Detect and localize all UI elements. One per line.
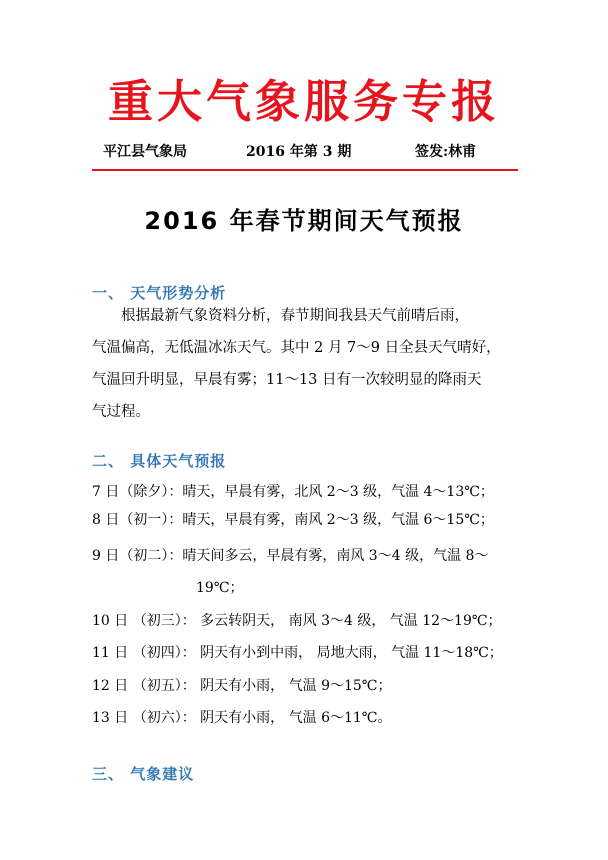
analysis-line: 根据最新气象资料分析，春节期间我县天气前晴后雨，: [121, 308, 469, 324]
forecast-line-10: 10 日 （初三）： 多云转阴天， 南风 3～4 级， 气温 12～19℃；: [92, 613, 502, 629]
forecast-line-11: 11 日 （初四）： 阴天有小到中雨， 局地大雨， 气温 11～18℃；: [92, 645, 503, 661]
section-heading-advice: 三、 气象建议: [92, 765, 195, 783]
forecast-line-7: 7 日（除夕）：晴天，早晨有雾，北风 2～3 级，气温 4～13℃；: [92, 484, 494, 500]
signer: 签发:林甫: [415, 144, 477, 160]
forecast-line-13: 13 日 （初六）： 阴天有小雨， 气温 6～11℃。: [92, 710, 392, 726]
issuer: 平江县气象局: [103, 144, 187, 160]
analysis-line: 气温偏高，无低温冰冻天气。其中 2 月 7～9 日全县天气晴好，: [92, 340, 501, 356]
forecast-line-8: 8 日（初一）：晴天，早晨有雾，南风 2～3 级，气温 6～15℃；: [92, 512, 494, 528]
forecast-line-9-continued: 19℃；: [196, 580, 244, 596]
document-title: 2016 年春节期间天气预报: [144, 207, 464, 235]
section-heading-forecast: 二、 具体天气预报: [92, 452, 227, 470]
analysis-line: 气过程。: [92, 404, 150, 420]
forecast-line-9: 9 日（初二）：晴天间多云，早晨有雾，南风 3～4 级，气温 8～: [92, 548, 489, 564]
analysis-line: 气温回升明显，早晨有雾；11～13 日有一次较明显的降雨天: [92, 372, 482, 388]
forecast-line-12: 12 日 （初五）： 阴天有小雨， 气温 9～15℃；: [92, 678, 392, 694]
issue-number: 2016 年第 3 期: [246, 144, 352, 160]
red-divider: [92, 169, 518, 171]
section-heading-analysis: 一、 天气形势分析: [92, 284, 227, 302]
masthead-title: 重大气象服务专报: [107, 75, 500, 128]
